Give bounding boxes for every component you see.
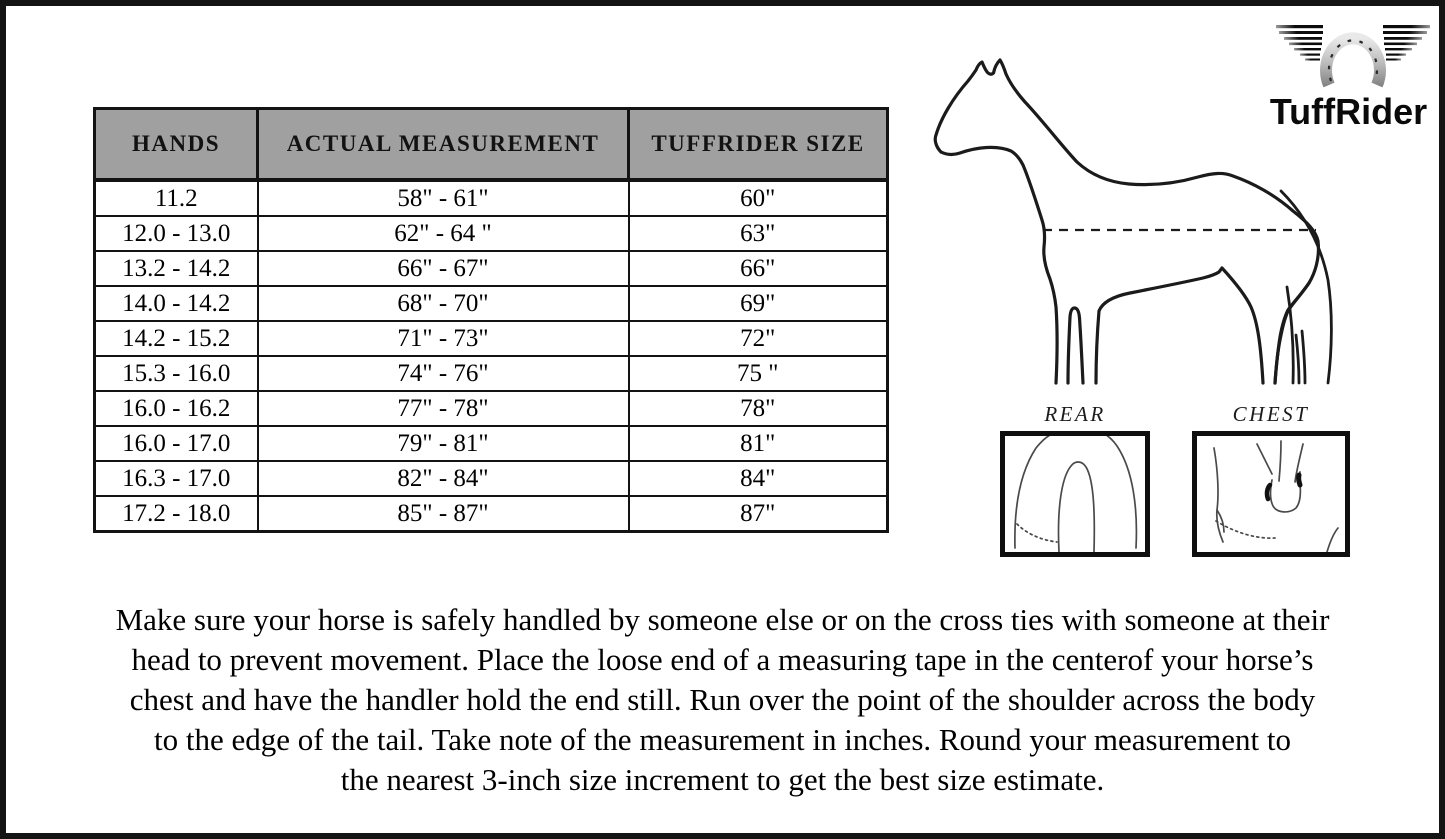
table-row [95,216,888,251]
horse-side-view-illustration [915,55,1345,395]
hands-cell: 16.3 - 17.0 [95,461,258,496]
instruction-line: the nearest 3-inch size increment to get the best size estimate. [340,762,1105,797]
col-header-hands: HANDS [95,109,258,181]
chest-view-drawing [1197,436,1345,552]
rear-label: REAR [1044,402,1106,426]
size-table-body [95,180,888,532]
instruction-line: to the edge of the tail. Take note of the measurement in inches. Round your measurement to [153,722,1292,757]
table-row [95,251,888,286]
chest-label: CHEST [1232,402,1310,426]
horse-bottom-outline [941,147,1057,383]
horse-top-outline [935,60,1318,383]
hands-cell: 15.3 - 16.0 [95,356,258,391]
size-cell: 78" [629,391,888,426]
hands-cell: 12.0 - 13.0 [95,216,258,251]
horse-belly-outline [1096,268,1263,383]
chest-view-box [1192,431,1350,557]
size-cell: 69" [629,286,888,321]
size-table [93,107,889,533]
rear-tail-line [1059,462,1095,552]
rear-view-drawing [1005,436,1145,552]
size-cell: 81" [629,426,888,461]
measurement-cell: 58" - 61" [258,180,629,216]
table-row [95,426,888,461]
table-row [95,286,888,321]
hands-cell: 14.0 - 14.2 [95,286,258,321]
size-cell: 84" [629,461,888,496]
measurement-cell: 66" - 67" [258,251,629,286]
header-row [95,109,888,181]
size-cell: 66" [629,251,888,286]
table-row [95,496,888,532]
col-header-measurement: ACTUAL MEASUREMENT [258,109,629,181]
right-wing [1383,25,1430,61]
measurement-cell: 85" - 87" [258,496,629,532]
chest-right-leg-line [1327,528,1338,552]
table-row [95,321,888,356]
measurement-cell: 62" - 64 " [258,216,629,251]
chest-neck-line-2 [1279,441,1281,481]
size-cell: 87" [629,496,888,532]
table-row [95,356,888,391]
chest-dotted-measure-line [1216,521,1275,538]
hands-cell: 16.0 - 16.2 [95,391,258,426]
hands-cell: 13.2 - 14.2 [95,251,258,286]
rear-view-box [1000,431,1150,557]
rear-left-hip-line [1015,436,1050,548]
table-row [95,180,888,216]
measurement-cell: 82" - 84" [258,461,629,496]
size-cell: 60" [629,180,888,216]
rear-dotted-measure-line [1017,524,1057,542]
chest-left-shoulder-line [1214,448,1223,542]
measurement-cell: 68" - 70" [258,286,629,321]
measurement-cell: 79" - 81" [258,426,629,461]
measurement-cell: 77" - 78" [258,391,629,426]
brand-wordmark: TuffRider [1269,91,1428,132]
hands-cell: 11.2 [95,180,258,216]
hands-cell: 16.0 - 17.0 [95,426,258,461]
size-cell: 63" [629,216,888,251]
measurement-cell: 71" - 73" [258,321,629,356]
instruction-line: head to prevent movement. Place the loose end of a measuring tape in the centerof your horse’s [131,642,1314,677]
size-cell: 72" [629,321,888,356]
chest-neck-line-1 [1257,444,1272,474]
measuring-instructions [6,600,1439,800]
table-row [95,391,888,426]
size-cell: 75 " [629,356,888,391]
chest-right-nostril-mark [1299,475,1300,485]
hands-cell: 14.2 - 15.2 [95,321,258,356]
instruction-line: Make sure your horse is safely handled by someone else or on the cross ties with someone at their [115,602,1330,637]
measurement-cell: 74" - 76" [258,356,629,391]
instruction-line: chest and have the handler hold the end still. Run over the point of the shoulder across the body [129,682,1316,717]
size-table-header [95,109,888,181]
chest-left-nostril-mark [1267,485,1270,499]
col-header-size: TUFFRIDER SIZE [629,109,888,181]
table-row [95,461,888,496]
hands-cell: 17.2 - 18.0 [95,496,258,532]
horse-front-legs [1068,308,1083,383]
rear-right-hip-line [1105,436,1136,548]
